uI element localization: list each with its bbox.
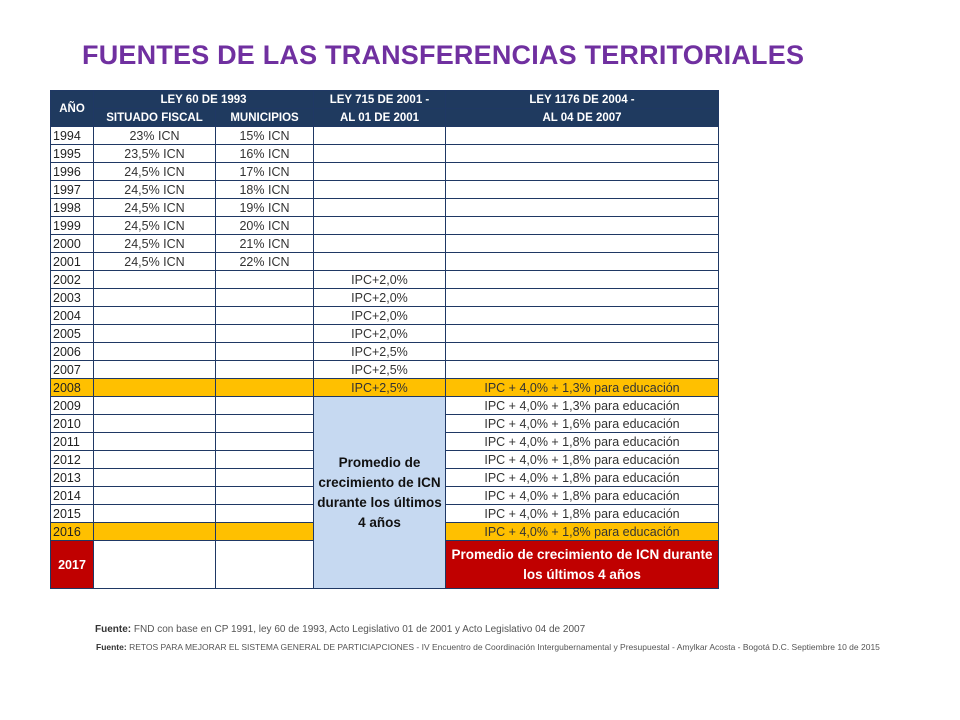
municipios-cell: 17% ICN (216, 163, 314, 181)
municipios-cell (216, 379, 314, 397)
situado-cell: 23% ICN (94, 127, 216, 145)
table-row (51, 217, 719, 235)
merged-promedio-cell: Promedio de crecimiento de ICN durante los últimos 4 años (314, 397, 446, 589)
municipios-cell (216, 433, 314, 451)
ley715-cell: IPC+2,5% (314, 343, 446, 361)
situado-cell: 23,5% ICN (94, 145, 216, 163)
year-cell: 2000 (51, 235, 94, 253)
table-row (51, 181, 719, 199)
municipios-cell: 18% ICN (216, 181, 314, 199)
ley715-cell (314, 163, 446, 181)
ley1176-cell (446, 343, 719, 361)
year-cell: 1998 (51, 199, 94, 217)
table-row (51, 289, 719, 307)
year-cell: 1994 (51, 127, 94, 145)
ley715-cell: IPC+2,0% (314, 307, 446, 325)
ley1176-cell (446, 217, 719, 235)
ley1176-cell (446, 163, 719, 181)
year-cell: 2011 (51, 433, 94, 451)
ley715-cell (314, 145, 446, 163)
situado-cell (94, 523, 216, 541)
municipios-cell (216, 397, 314, 415)
municipios-cell: 19% ICN (216, 199, 314, 217)
municipios-cell (216, 325, 314, 343)
table-row (51, 361, 719, 379)
year-cell: 2015 (51, 505, 94, 523)
year-cell: 2008 (51, 379, 94, 397)
ley1176-cell (446, 235, 719, 253)
table-row (51, 235, 719, 253)
year-cell: 2012 (51, 451, 94, 469)
situado-cell (94, 307, 216, 325)
municipios-cell (216, 307, 314, 325)
ley1176-cell: IPC + 4,0% + 1,8% para educación (446, 451, 719, 469)
ley1176-cell: IPC + 4,0% + 1,6% para educación (446, 415, 719, 433)
situado-cell (94, 361, 216, 379)
municipios-cell (216, 415, 314, 433)
ley1176-cell: IPC + 4,0% + 1,8% para educación (446, 523, 719, 541)
table-row (51, 127, 719, 145)
municipios-cell: 16% ICN (216, 145, 314, 163)
ley715-cell (314, 127, 446, 145)
source-note-2-text: RETOS PARA MEJORAR EL SISTEMA GENERAL DE PARTICIAPCIONES - IV Encuentro de Coordinación Intergubernamental y Presupuestal - Amylkar Acosta - Bogotá D.C. Septiembre 10 de 2015 (126, 642, 880, 652)
ley715-cell: IPC+2,5% (314, 379, 446, 397)
source-note-1-label: Fuente: (95, 624, 132, 635)
ley715-cell: IPC+2,5% (314, 361, 446, 379)
header-ley715-a: LEY 715 DE 2001 - (314, 91, 446, 109)
year-cell: 2001 (51, 253, 94, 271)
municipios-cell: 20% ICN (216, 217, 314, 235)
situado-cell: 24,5% ICN (94, 217, 216, 235)
situado-cell (94, 541, 216, 589)
situado-cell (94, 343, 216, 361)
situado-cell (94, 451, 216, 469)
ley1176-cell (446, 127, 719, 145)
table-row (51, 145, 719, 163)
ley715-cell (314, 181, 446, 199)
situado-cell (94, 487, 216, 505)
ley1176-cell (446, 361, 719, 379)
ley1176-cell: IPC + 4,0% + 1,3% para educación (446, 397, 719, 415)
transfer-table (50, 90, 719, 589)
situado-cell (94, 325, 216, 343)
table-row (51, 163, 719, 181)
municipios-cell (216, 289, 314, 307)
municipios-cell (216, 523, 314, 541)
situado-cell (94, 379, 216, 397)
table-row (51, 271, 719, 289)
ley1176-cell: IPC + 4,0% + 1,8% para educación (446, 487, 719, 505)
year-cell: 2014 (51, 487, 94, 505)
municipios-cell (216, 343, 314, 361)
header-ley60: LEY 60 DE 1993 (94, 91, 314, 109)
ley1176-cell (446, 271, 719, 289)
source-note-1-text: FND con base en CP 1991, ley 60 de 1993, Acto Legislativo 01 de 2001 y Acto Legislativo 04 de 2007 (131, 624, 586, 635)
table-row (51, 253, 719, 271)
header-ley715-b: AL 01 DE 2001 (314, 109, 446, 127)
municipios-cell (216, 541, 314, 589)
municipios-cell (216, 505, 314, 523)
year-cell: 2016 (51, 523, 94, 541)
page-title: FUENTES DE LAS TRANSFERENCIAS TERRITORIALES (82, 40, 805, 70)
year-cell: 2003 (51, 289, 94, 307)
municipios-cell: 21% ICN (216, 235, 314, 253)
source-note-2-label: Fuente: (96, 642, 127, 652)
ley1176-cell (446, 325, 719, 343)
situado-cell (94, 433, 216, 451)
situado-cell (94, 415, 216, 433)
situado-cell (94, 397, 216, 415)
header-row-1 (51, 91, 719, 109)
situado-cell (94, 505, 216, 523)
header-ley1176-a: LEY 1176 DE 2004 - (446, 91, 719, 109)
year-cell: 2009 (51, 397, 94, 415)
ley715-cell (314, 235, 446, 253)
table-row-2008 (51, 379, 719, 397)
situado-cell: 24,5% ICN (94, 163, 216, 181)
table-row (51, 397, 719, 415)
ley1176-cell (446, 289, 719, 307)
header-municipios: MUNICIPIOS (216, 109, 314, 127)
table-row (51, 307, 719, 325)
year-cell: 1999 (51, 217, 94, 235)
header-ley1176-b: AL 04 DE 2007 (446, 109, 719, 127)
ley1176-cell: IPC + 4,0% + 1,3% para educación (446, 379, 719, 397)
municipios-cell: 15% ICN (216, 127, 314, 145)
ley1176-cell-2017: Promedio de crecimiento de ICN durante los últimos 4 años (446, 541, 719, 589)
municipios-cell (216, 451, 314, 469)
municipios-cell (216, 361, 314, 379)
table-row (51, 199, 719, 217)
situado-cell (94, 469, 216, 487)
ley715-cell: IPC+2,0% (314, 271, 446, 289)
situado-cell (94, 289, 216, 307)
municipios-cell: 22% ICN (216, 253, 314, 271)
table-row (51, 325, 719, 343)
ley1176-cell: IPC + 4,0% + 1,8% para educación (446, 469, 719, 487)
ley1176-cell: IPC + 4,0% + 1,8% para educación (446, 505, 719, 523)
ley1176-cell (446, 199, 719, 217)
year-cell: 2006 (51, 343, 94, 361)
ley715-cell: IPC+2,0% (314, 289, 446, 307)
year-cell: 2005 (51, 325, 94, 343)
ley1176-cell (446, 145, 719, 163)
situado-cell: 24,5% ICN (94, 253, 216, 271)
header-row-2 (51, 109, 719, 127)
source-note-1 (95, 624, 585, 635)
municipios-cell (216, 487, 314, 505)
year-cell-2017: 2017 (51, 541, 94, 589)
municipios-cell (216, 469, 314, 487)
municipios-cell (216, 271, 314, 289)
year-cell: 2002 (51, 271, 94, 289)
source-note-2 (96, 642, 880, 652)
year-cell: 2007 (51, 361, 94, 379)
year-cell: 2013 (51, 469, 94, 487)
header-situado: SITUADO FISCAL (94, 109, 216, 127)
year-cell: 1996 (51, 163, 94, 181)
year-cell: 1997 (51, 181, 94, 199)
ley715-cell (314, 217, 446, 235)
situado-cell (94, 271, 216, 289)
situado-cell: 24,5% ICN (94, 181, 216, 199)
situado-cell: 24,5% ICN (94, 235, 216, 253)
ley1176-cell (446, 307, 719, 325)
ley715-cell (314, 253, 446, 271)
ley715-cell: IPC+2,0% (314, 325, 446, 343)
year-cell: 2010 (51, 415, 94, 433)
year-cell: 2004 (51, 307, 94, 325)
year-cell: 1995 (51, 145, 94, 163)
ley1176-cell: IPC + 4,0% + 1,8% para educación (446, 433, 719, 451)
ley1176-cell (446, 181, 719, 199)
ley1176-cell (446, 253, 719, 271)
header-anio: AÑO (51, 91, 94, 127)
situado-cell: 24,5% ICN (94, 199, 216, 217)
table-row (51, 343, 719, 361)
ley715-cell (314, 199, 446, 217)
